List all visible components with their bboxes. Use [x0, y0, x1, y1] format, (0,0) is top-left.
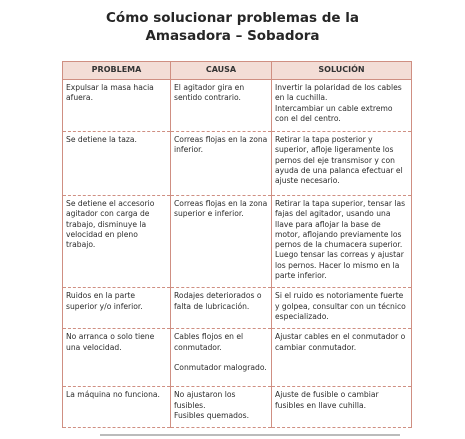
problema-cell: La máquina no funciona. — [63, 387, 171, 428]
solucion-cell: Ajustar cables en el conmutador o cambiar conmutador. — [272, 329, 412, 387]
causa-cell: El agitador gira en sentido contrario. — [171, 80, 272, 132]
page-title — [0, 9, 465, 45]
causa-text: Cables flojos en el conmutador. — [174, 332, 244, 352]
solucion-cell — [272, 80, 412, 132]
causa-cell: Correas flojas en la zona inferior. — [171, 132, 272, 196]
causa-text: No ajustaron los fusibles. — [174, 390, 236, 410]
table-row — [63, 387, 412, 428]
title-line-2: Amasadora – Sobadora — [145, 28, 320, 44]
table-row — [63, 288, 412, 329]
problema-cell: Se detiene el accesorio agitador con carga de trabajo, disminuye la velocidad en pleno trabajo. — [63, 196, 171, 288]
causa-cell — [171, 329, 272, 387]
solucion-cell: Si el ruido es notoriamente fuerte y golpea, consultar con un técnico especializado. — [272, 288, 412, 329]
solucion-text: Intercambiar un cable extremo con el del centro. — [275, 103, 393, 123]
solucion-cell: Retirar la tapa superior, tensar las fajas del agitador, usando una llave para aflojar la base de motor, aflojando previamente los pernos de la chumacera superior. Luego tensar las correas y ajustar los pernos. Hacer lo mismo en la parte inferior. — [272, 196, 412, 288]
causa-cell: Rodajes deteriorados o falta de lubricación. — [171, 288, 272, 329]
cut-off-footer-text — [100, 433, 400, 439]
header-problema: PROBLEMA — [63, 62, 171, 80]
table-row — [63, 132, 412, 196]
causa-cell: Correas flojas en la zona superior e inferior. — [171, 196, 272, 288]
table-row — [63, 196, 412, 288]
table-row — [63, 329, 412, 387]
causa-text: Conmutador malogrado. — [174, 362, 267, 372]
header-solucion: SOLUCIÓN — [272, 62, 412, 80]
table-row — [63, 80, 412, 132]
causa-cell — [171, 387, 272, 428]
problema-cell: Ruidos en la parte superior y/o inferior. — [63, 288, 171, 329]
problema-cell: Expulsar la masa hacia afuera. — [63, 80, 171, 132]
table-header-row — [63, 62, 412, 80]
problema-cell: Se detiene la taza. — [63, 132, 171, 196]
causa-text: Fusibles quemados. — [174, 410, 249, 420]
solucion-text: Invertir la polaridad de los cables en la cuchilla. — [275, 83, 402, 103]
troubleshooting-table — [62, 61, 412, 428]
header-causa: CAUSA — [171, 62, 272, 80]
solucion-cell: Ajuste de fusible o cambiar fusibles en llave cuhilla. — [272, 387, 412, 428]
solucion-cell: Retirar la tapa posterior y superior, afloje ligeramente los pernos del eje transmisor y con ayuda de una palanca efectuar el ajuste necesario. — [272, 132, 412, 196]
problema-cell: No arranca o solo tiene una velocidad. — [63, 329, 171, 387]
title-line-1: Cómo solucionar problemas de la — [106, 10, 359, 26]
